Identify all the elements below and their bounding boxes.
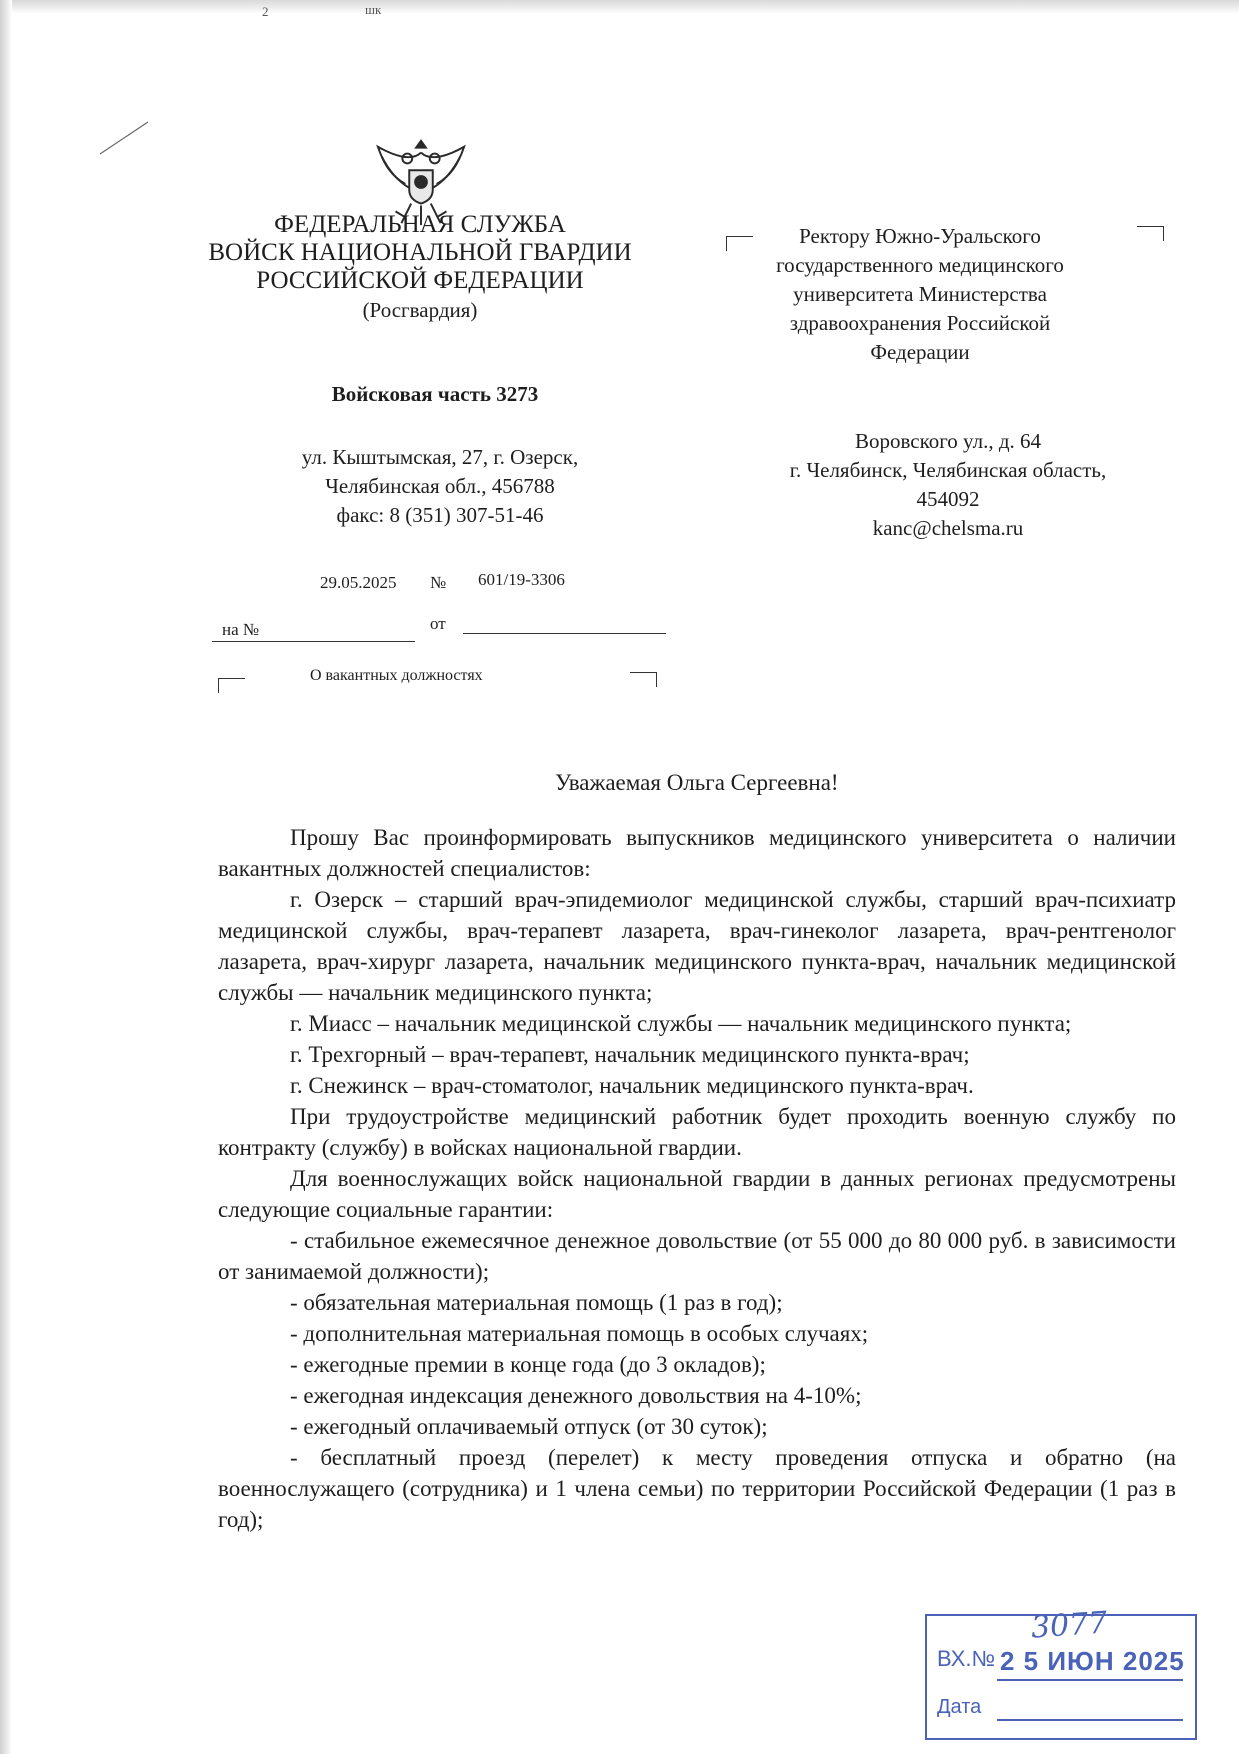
recipient-line: Федерации xyxy=(870,340,970,364)
guarantee-item: - обязательная материальная помощь (1 раз в год); xyxy=(290,1290,783,1315)
recipient-line: университета Министерства xyxy=(793,282,1047,306)
vacancies-ozersk: г. Озерск – старший врач-эпидемиолог медицинской службы, старший врач-психиатр медицинской службы, врач-терапевт лазарета, врач-гинеколог лазарета, врач-рентгенолог лазарета, врач-хирург лазарета, начальник медицинского пункта-врач, начальник медицинской службы — начальник медицинского пункта; xyxy=(218,887,1176,1005)
vacancies-trekhgorny: г. Трехгорный – врач-терапевт, начальник медицинского пункта-врач; xyxy=(290,1042,970,1067)
subject-corner-left xyxy=(218,678,245,693)
recipient-line: здравоохранения Российской xyxy=(789,311,1051,335)
recipient-block xyxy=(740,222,1100,367)
outgoing-date: 29.05.2025 xyxy=(320,573,397,592)
scan-mark: 2 xyxy=(262,4,269,19)
scan-left-edge xyxy=(0,0,12,1754)
outgoing-number: 601/19-3306 xyxy=(478,570,565,589)
reference-date-field xyxy=(463,632,666,634)
sender-fax: факс: 8 (351) 307-51-46 xyxy=(336,503,544,527)
body-paragraph: При трудоустройстве медицинский работник будет проходить военную службу по контракту (службу) в войсках национальной гвардии. xyxy=(218,1104,1176,1160)
stamp-number-label: ВХ.№ xyxy=(937,1646,996,1671)
military-unit: Войсковая часть 3273 xyxy=(331,382,539,406)
recipient-address-line: 454092 xyxy=(916,487,980,511)
stamp-handwritten-number: 3077 xyxy=(1029,1605,1109,1646)
recipient-email: kanc@chelsma.ru xyxy=(872,516,1024,540)
org-name-line: ВОЙСК НАЦИОНАЛЬНОЙ ГВАРДИИ xyxy=(208,239,632,266)
stamp-date: 2 5 ИЮН 2025 xyxy=(1000,1646,1185,1676)
recipient-line: государственного медицинского xyxy=(776,253,1064,277)
guarantee-item: - ежегодная индексация денежного довольствия на 4-10%; xyxy=(290,1383,862,1408)
guarantee-item: - дополнительная материальная помощь в особых случаях; xyxy=(290,1321,869,1346)
body-paragraph: Для военнослужащих войск национальной гвардии в данных регионах предусмотрены следующие социальные гарантии: xyxy=(218,1166,1176,1222)
sender-address-line: ул. Кыштымская, 27, г. Озерск, xyxy=(301,445,579,469)
guarantee-item: - ежегодный оплачиваемый отпуск (от 30 суток); xyxy=(290,1414,768,1439)
stamp-underline xyxy=(997,1679,1183,1681)
org-name-line: ФЕДЕРАЛЬНАЯ СЛУЖБА xyxy=(274,211,566,238)
letter-subject: О вакантных должностях xyxy=(310,667,483,684)
guarantee-item: - ежегодные премии в конце года (до 3 окладов); xyxy=(290,1352,766,1377)
vacancies-snezhinsk: г. Снежинск – врач-стоматолог, начальник медицинского пункта-врач. xyxy=(290,1073,974,1098)
recipient-address-line: г. Челябинск, Челябинская область, xyxy=(789,458,1107,482)
salutation: Уважаемая Ольга Сергеевна! xyxy=(555,770,839,795)
letter-body xyxy=(218,822,1176,1535)
scan-pen-mark xyxy=(98,118,152,158)
guarantee-item: - бесплатный проезд (перелет) к месту проведения отпуска и обратно (на военнослужащего (сотрудника) и 1 члена семьи) по территории Российской Федерации (1 раз в год); xyxy=(218,1445,1176,1532)
org-name-line: РОССИЙСКОЙ ФЕДЕРАЦИИ xyxy=(256,267,584,294)
recipient-corner-right xyxy=(1137,226,1164,241)
sender-address-line: Челябинская обл., 456788 xyxy=(325,474,555,498)
recipient-line: Ректору Южно-Уральского xyxy=(799,224,1041,248)
body-paragraph: Прошу Вас проинформировать выпускников медицинского университета о наличии вакантных должностей специалистов: xyxy=(218,825,1176,881)
vacancies-miass: г. Миасс – начальник медицинской службы — начальник медицинского пункта; xyxy=(290,1011,1072,1036)
subject-corner-right xyxy=(630,672,657,687)
stamp-underline xyxy=(997,1719,1183,1721)
reference-number-label: на № xyxy=(222,620,260,639)
incoming-registration-stamp xyxy=(925,1605,1197,1740)
recipient-address-block xyxy=(738,427,1158,543)
number-sign: № xyxy=(430,573,447,592)
recipient-address-line: Воровского ул., д. 64 xyxy=(854,429,1042,453)
scan-top-edge xyxy=(0,0,1239,14)
org-short-name: (Росгвардия) xyxy=(362,298,478,322)
scan-mark: шк xyxy=(365,2,382,17)
reference-number-field xyxy=(212,640,415,642)
stamp-date-label: Дата xyxy=(937,1696,982,1718)
guarantee-item: - стабильное ежемесячное денежное довольствие (от 55 000 до 80 000 руб. в зависимости от занимаемой должности); xyxy=(218,1228,1176,1284)
reference-date-label: от xyxy=(430,614,446,633)
